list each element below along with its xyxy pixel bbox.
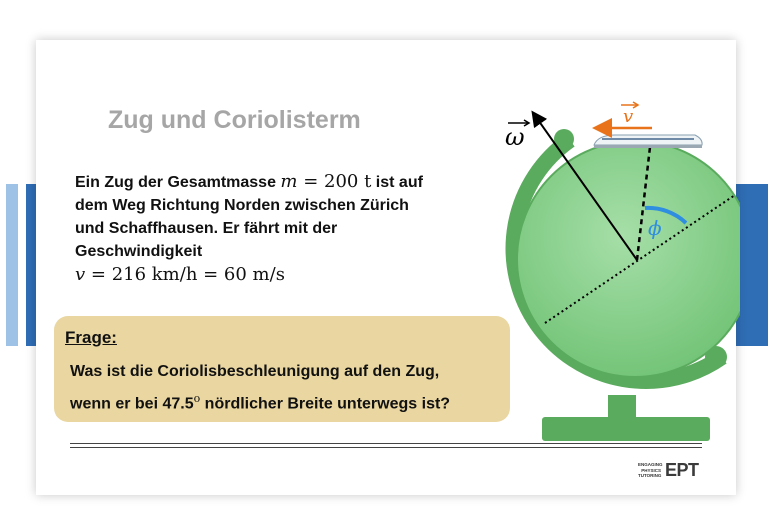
question-line-2-post: nördlicher Breite unterwegs ist? <box>200 395 451 413</box>
omega-label: ω <box>505 123 525 151</box>
globe-sphere <box>517 141 740 377</box>
globe-stand <box>608 395 636 421</box>
intro-rest: ist auf dem Weg Richtung Norden zwischen Zürich und Schaffhausen. Er fährt mit der Geschwindigkeit <box>75 174 423 260</box>
question-heading: Frage: <box>65 328 117 347</box>
logo-line-1: ENGAGING <box>638 462 663 467</box>
logo-mark: EPT <box>665 460 699 480</box>
degree-superscript: o <box>193 392 201 405</box>
logo-line-2: PHYSICS <box>641 467 661 473</box>
right-dark-blue-bar <box>736 184 768 346</box>
logo-line-3: TUTORING <box>638 473 662 478</box>
question-text <box>70 358 510 417</box>
question-box <box>54 316 510 422</box>
velocity-formula <box>75 264 285 285</box>
mass-variable: m <box>280 171 298 192</box>
problem-statement <box>75 170 435 287</box>
intro-text: Ein Zug der Gesamtmasse <box>75 174 276 191</box>
logo-tagline <box>638 462 661 479</box>
velocity-value: = 216 km/h = 60 m/s <box>85 264 285 285</box>
mass-formula <box>280 171 371 192</box>
globe-illustration <box>490 95 740 445</box>
mass-value: = 200 t <box>297 171 372 192</box>
train-icon <box>594 135 702 148</box>
divider-line-bottom <box>70 447 702 448</box>
ept-logo <box>638 460 702 482</box>
left-light-blue-bar <box>6 184 18 346</box>
question-line-1: Was ist die Coriolisbeschleunigung auf den Zug, <box>70 363 440 380</box>
slide-title: Zug und Coriolisterm <box>108 106 361 134</box>
velocity-variable: v <box>75 264 86 285</box>
phi-label: ϕ <box>648 216 662 240</box>
question-line-2-pre: wenn er bei 47.5 <box>70 395 194 413</box>
velocity-label: v <box>623 106 634 127</box>
